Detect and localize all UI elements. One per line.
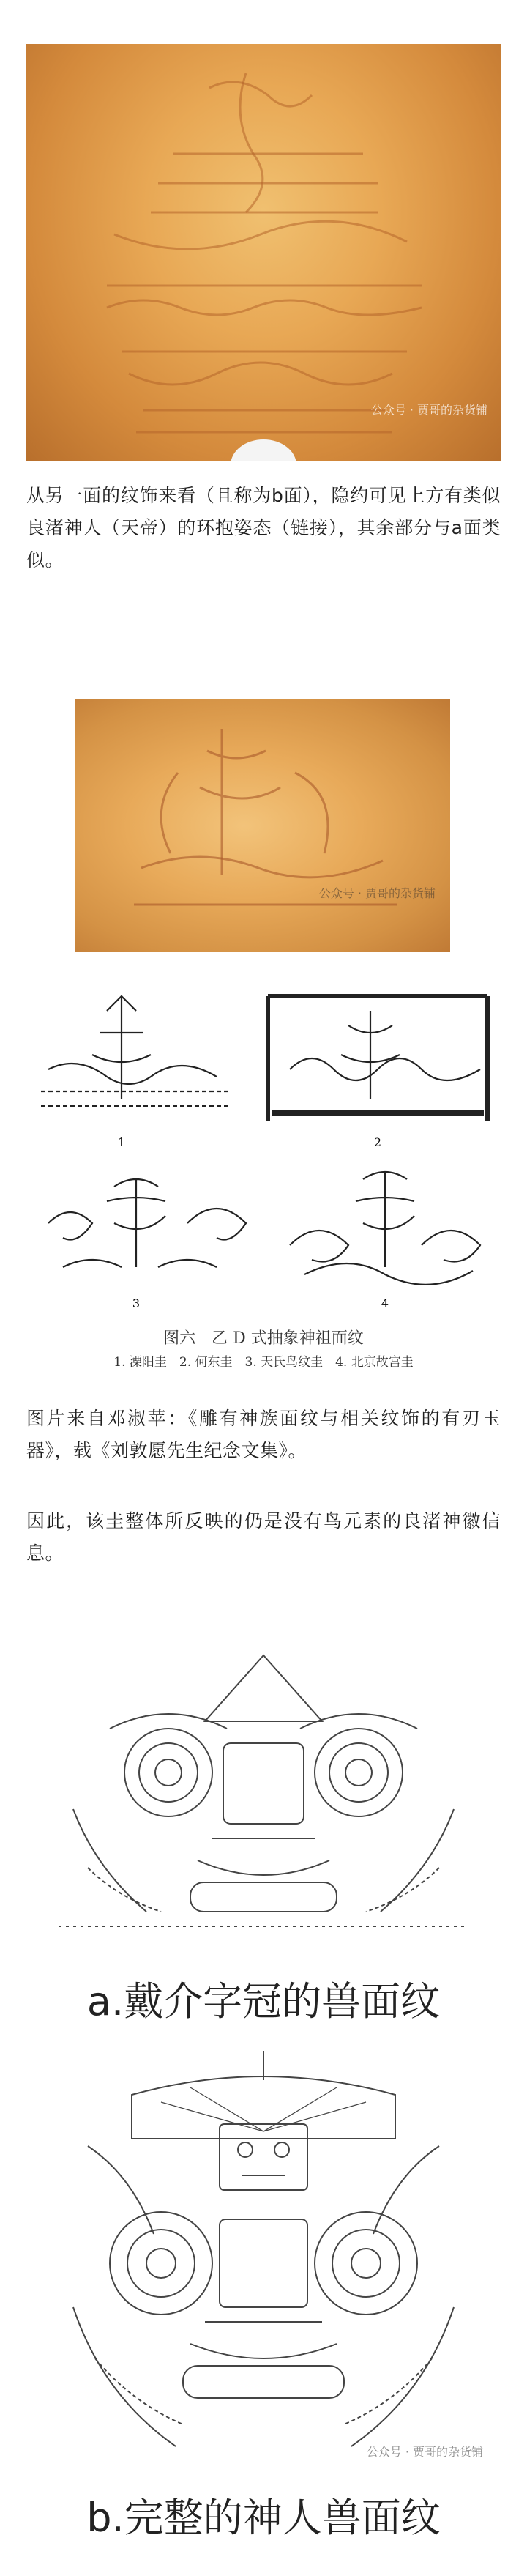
- paragraph-b-side: 从另一面的纹饰来看（且称为b面），隐约可见上方有类似良渚神人（天帝）的环抱姿态（链接），其余部分与a面类似。: [26, 485, 501, 571]
- line-drawings: [26, 981, 501, 1326]
- jade-closeup-sketch: [75, 699, 450, 952]
- paragraph-source: 图片来自邓淑苹：《雕有神族面纹与相关纹饰的有刃玉器》，载《刘敦愿先生纪念文集》。: [26, 1408, 501, 1461]
- watermark: 公众号 · 贾哥的杂货铺: [318, 886, 436, 900]
- watermark: 公众号 · 贾哥的杂货铺: [370, 403, 487, 417]
- jade-closeup-photo: [75, 699, 450, 952]
- caption-b: b.完整的神人兽面纹: [86, 2495, 441, 2541]
- paragraph-conclusion: 因此，该圭整体所反映的仍是没有鸟元素的良渚神徽信息。: [26, 1510, 501, 1564]
- figure-label-2: 2: [373, 1135, 382, 1149]
- figure-label-1: 1: [117, 1135, 126, 1149]
- beast-face-b-figure: [44, 2044, 483, 2571]
- figure-label-3: 3: [132, 1296, 141, 1310]
- beast-face-a-figure: [44, 1648, 483, 2029]
- jade-engraving-sketch: [26, 44, 501, 461]
- line-drawing-figure: [26, 981, 501, 1370]
- beast-face-b-drawing: [44, 2044, 483, 2476]
- figure-caption-title: 图六 乙 D 式抽象神祖面纹: [163, 1329, 364, 1348]
- figure-label-4: 4: [381, 1296, 389, 1310]
- caption-a: a.戴介字冠的兽面纹: [86, 1978, 441, 2024]
- figure-caption-items: 1. 溧阳圭 2. 何东圭 3. 天氏鸟纹圭 4. 北京故宫圭: [113, 1355, 414, 1370]
- jade-photo-b-side: [26, 44, 501, 461]
- watermark: 公众号 · 贾哥的杂货铺: [366, 2445, 483, 2459]
- beast-face-a-drawing: [44, 1648, 483, 1963]
